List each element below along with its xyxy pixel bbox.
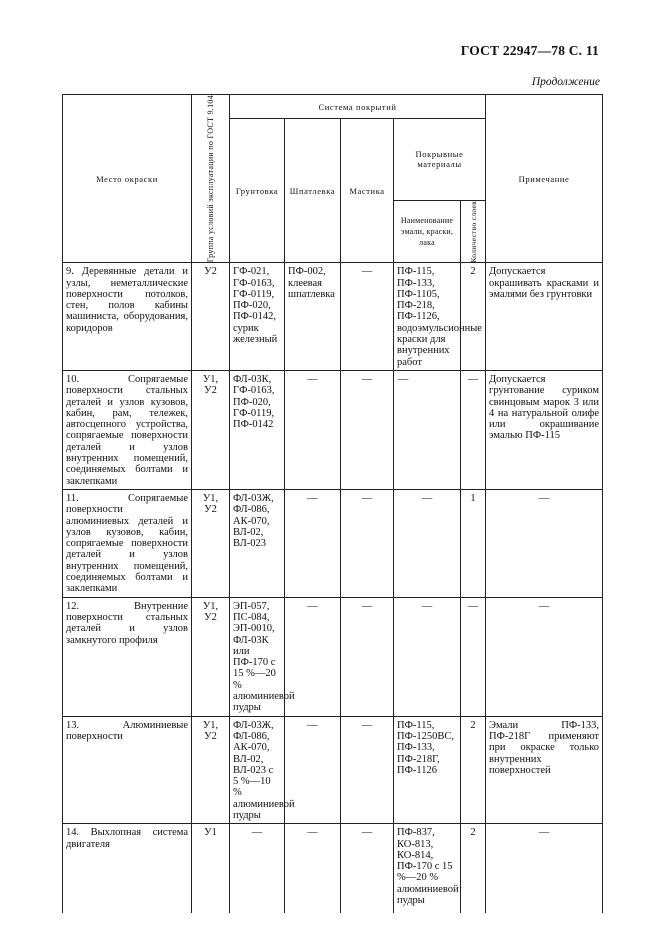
col-header-note: Примечание <box>486 95 603 263</box>
row-layers: — <box>467 373 479 385</box>
table-row <box>63 370 603 489</box>
row-mastic: — <box>361 492 373 504</box>
row-layers: — <box>467 600 479 612</box>
row-group: У1, У2 <box>202 600 219 623</box>
row-layers: 2 <box>470 266 476 278</box>
row-place: 11. Сопрягаемые поверхности алюминиевых деталей и узлов кузовов, кабин, сопрягаемые поверхности деталей и узлов внутренних помещений, соединяемых болтами и заклепками <box>66 492 188 595</box>
row-group: У1 <box>204 827 217 839</box>
row-primer: ФЛ-03Ж, ФЛ-086, АК-070, ВЛ-02, ВЛ-023 <box>233 492 274 550</box>
row-place: 14. Выхлопная система двигателя <box>66 827 188 850</box>
row-note: Допускается грунтование суриком свинцовым марок 3 или 4 на натуральной олифе или окрашивание эмалью ПФ-115 <box>489 373 600 442</box>
row-place: 13. Алюминиевые поверхности <box>66 719 188 742</box>
row-note: Эмали ПФ-133, ПФ-218Г применяют при окраске только внутренних поверхностей <box>489 719 600 776</box>
row-group: У1, У2 <box>202 373 219 397</box>
row-coating-name: — <box>421 600 433 612</box>
row-layers: 2 <box>470 719 476 731</box>
row-place: 9. Деревянные детали и узлы, неметаллические поверхности потолков, стен, полов кабины машиниста, оборудования, коридоров <box>66 266 188 334</box>
row-note: — <box>538 600 550 612</box>
row-coating-name: — <box>398 373 409 385</box>
row-place: 10. Сопрягаемые поверхности стальных деталей и узлов кузовов, кабин, рам, тележек, автосцепного устройства, сопрягаемые поверхности деталей и узлов внутренних помещений, соединяемых болтами и заклепками <box>66 373 188 487</box>
row-primer: ФЛ-03К, ГФ-0163, ПФ-020, ГФ-0119, ПФ-0142 <box>233 373 275 431</box>
row-layers: 2 <box>470 827 476 839</box>
continuation-label: Продолжение <box>531 76 600 88</box>
row-putty: — <box>307 827 318 839</box>
col-header-place: Место окраски <box>63 95 192 263</box>
col-header-layers-text: Количество слоев <box>468 200 478 263</box>
row-mastic: — <box>361 266 373 278</box>
row-mastic: — <box>361 827 373 839</box>
row-primer: ЭП-057, ПС-084, ЭП-0010, ФЛ-03К или ПФ-170 с 15 %—20 % алюминиевой пудры <box>233 600 295 714</box>
row-primer: ФЛ-03Ж, ФЛ-086, АК-070, ВЛ-02, ВЛ-023 с 5 %—10 % алюминиевой пудры <box>233 719 295 821</box>
row-layers: 1 <box>470 492 476 504</box>
table-row <box>63 263 603 371</box>
row-coating-name: ПФ-115, ПФ-133, ПФ-1105, ПФ-218, ПФ-1126, водоэмульсионные краски для внутренних работ <box>397 266 482 368</box>
row-note: Допускается окрашивать красками и эмалями без грунтовки <box>489 266 600 300</box>
col-header-group <box>192 95 230 263</box>
row-mastic: — <box>361 373 373 385</box>
col-header-mastic: Мастика <box>341 119 394 263</box>
table-row <box>63 597 603 716</box>
col-header-covering: Покрывные материалы <box>394 119 486 201</box>
row-primer: ГФ-021, ГФ-0163, ГФ-0119, ПФ-020, ПФ-0142, сурик железный <box>233 266 278 346</box>
row-primer: — <box>251 827 263 839</box>
row-group: У2 <box>204 266 217 278</box>
row-putty: — <box>307 600 318 612</box>
table-row <box>63 489 603 597</box>
table-row <box>63 824 603 913</box>
page-header: ГОСТ 22947—78 С. 11 <box>460 43 599 58</box>
row-note: — <box>538 827 550 839</box>
row-note: — <box>538 492 550 504</box>
table-row <box>63 716 603 824</box>
row-group: У1, У2 <box>202 719 219 742</box>
row-coating-name: ПФ-115, ПФ-1250ВС, ПФ-133, ПФ-218Г, ПФ-1126 <box>397 719 455 776</box>
col-header-putty: Шпатлевка <box>285 119 341 263</box>
col-header-primer: Грунтовка <box>230 119 285 263</box>
col-header-name: Наименование эмали, краски, лака <box>394 200 461 263</box>
col-header-system: Система покрытий <box>230 95 486 119</box>
col-header-layers <box>461 200 486 263</box>
row-mastic: — <box>361 600 373 612</box>
row-group: У1, У2 <box>202 492 219 516</box>
row-putty: — <box>307 719 318 731</box>
row-putty: — <box>307 492 318 504</box>
row-coating-name: ПФ-837, КО-813, КО-814, ПФ-170 с 15 %—20 % алюминиевой пудры <box>397 827 459 907</box>
row-coating-name: — <box>421 492 433 504</box>
col-header-group-text: Группа условий эксплуатации по ГОСТ 9.104 <box>205 95 215 263</box>
row-putty: ПФ-002, клеевая шпатлевка <box>288 266 335 300</box>
coating-systems-table <box>62 94 603 913</box>
row-putty: — <box>307 373 318 385</box>
row-place: 12. Внутренние поверхности стальных деталей и узлов замкнутого профиля <box>66 600 188 646</box>
row-mastic: — <box>361 719 373 731</box>
